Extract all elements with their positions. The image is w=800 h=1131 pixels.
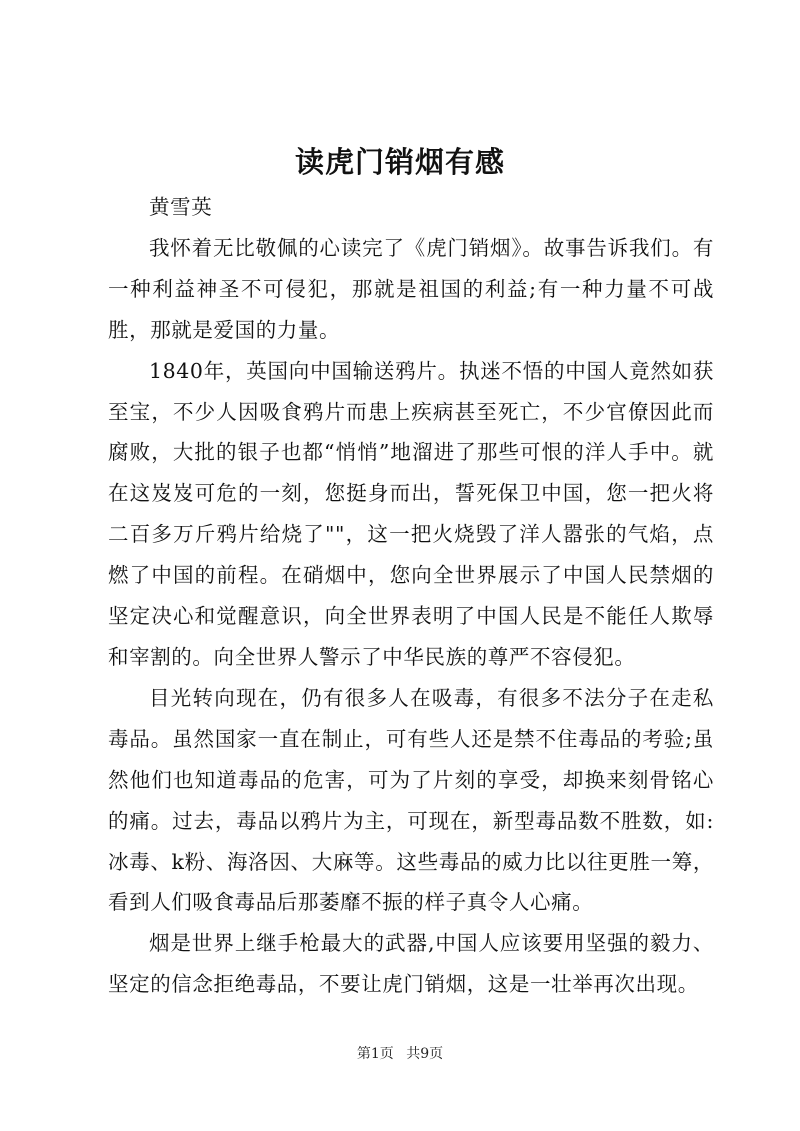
document-body (108, 187, 714, 1005)
paragraph-1: 我怀着无比敬佩的心读完了《虎门销烟》。故事告诉我们。有一种利益神圣不可侵犯，那就是祖国的利益;有一种力量不可战胜，那就是爱国的力量。 (108, 235, 714, 342)
author-line: 黄雪英 (149, 195, 213, 219)
document-title: 读虎门销烟有感 (294, 145, 505, 179)
paragraph-3: 目光转向现在，仍有很多人在吸毒，有很多不法分子在走私毒品。虽然国家一直在制止，可有些人还是禁不住毒品的考验;虽然他们也知道毒品的危害，可为了片刻的享受，却换来刻骨铭心的痛。过去，毒品以鸦片为主，可现在，新型毒品数不胜数，如:冰毒、k粉、海洛因、大麻等。这些毒品的威力比以往更胜一筹，看到人们吸食毒品后那萎靡不振的样子真令人心痛。 (108, 685, 714, 915)
paragraph-2: 1840年，英国向中国输送鸦片。执迷不悟的中国人竟然如获至宝，不少人因吸食鸦片而患上疾病甚至死亡，不少官僚因此而腐败，大批的银子也都“悄悄”地溜进了那些可恨的洋人手中。就在这岌岌可危的一刻，您挺身而出，誓死保卫中国，您一把火将二百多万斤鸦片给烧了""，这一把火烧毁了洋人嚣张的气焰，点燃了中国的前程。在硝烟中，您向全世界展示了中国人民禁烟的坚定决心和觉醒意识，向全世界表明了中国人民是不能任人欺辱和宰割的。向全世界人警示了中华民族的尊严不容侵犯。 (108, 358, 714, 669)
page-number: 第1页 (356, 1046, 394, 1062)
page-footer (0, 1044, 800, 1064)
paragraph-4: 烟是世界上继手枪最大的武器,中国人应该要用坚强的毅力、坚定的信念拒绝毒品，不要让虎门销烟，这是一壮举再次出现。 (108, 931, 714, 997)
page-total: 共9页 (406, 1046, 444, 1062)
